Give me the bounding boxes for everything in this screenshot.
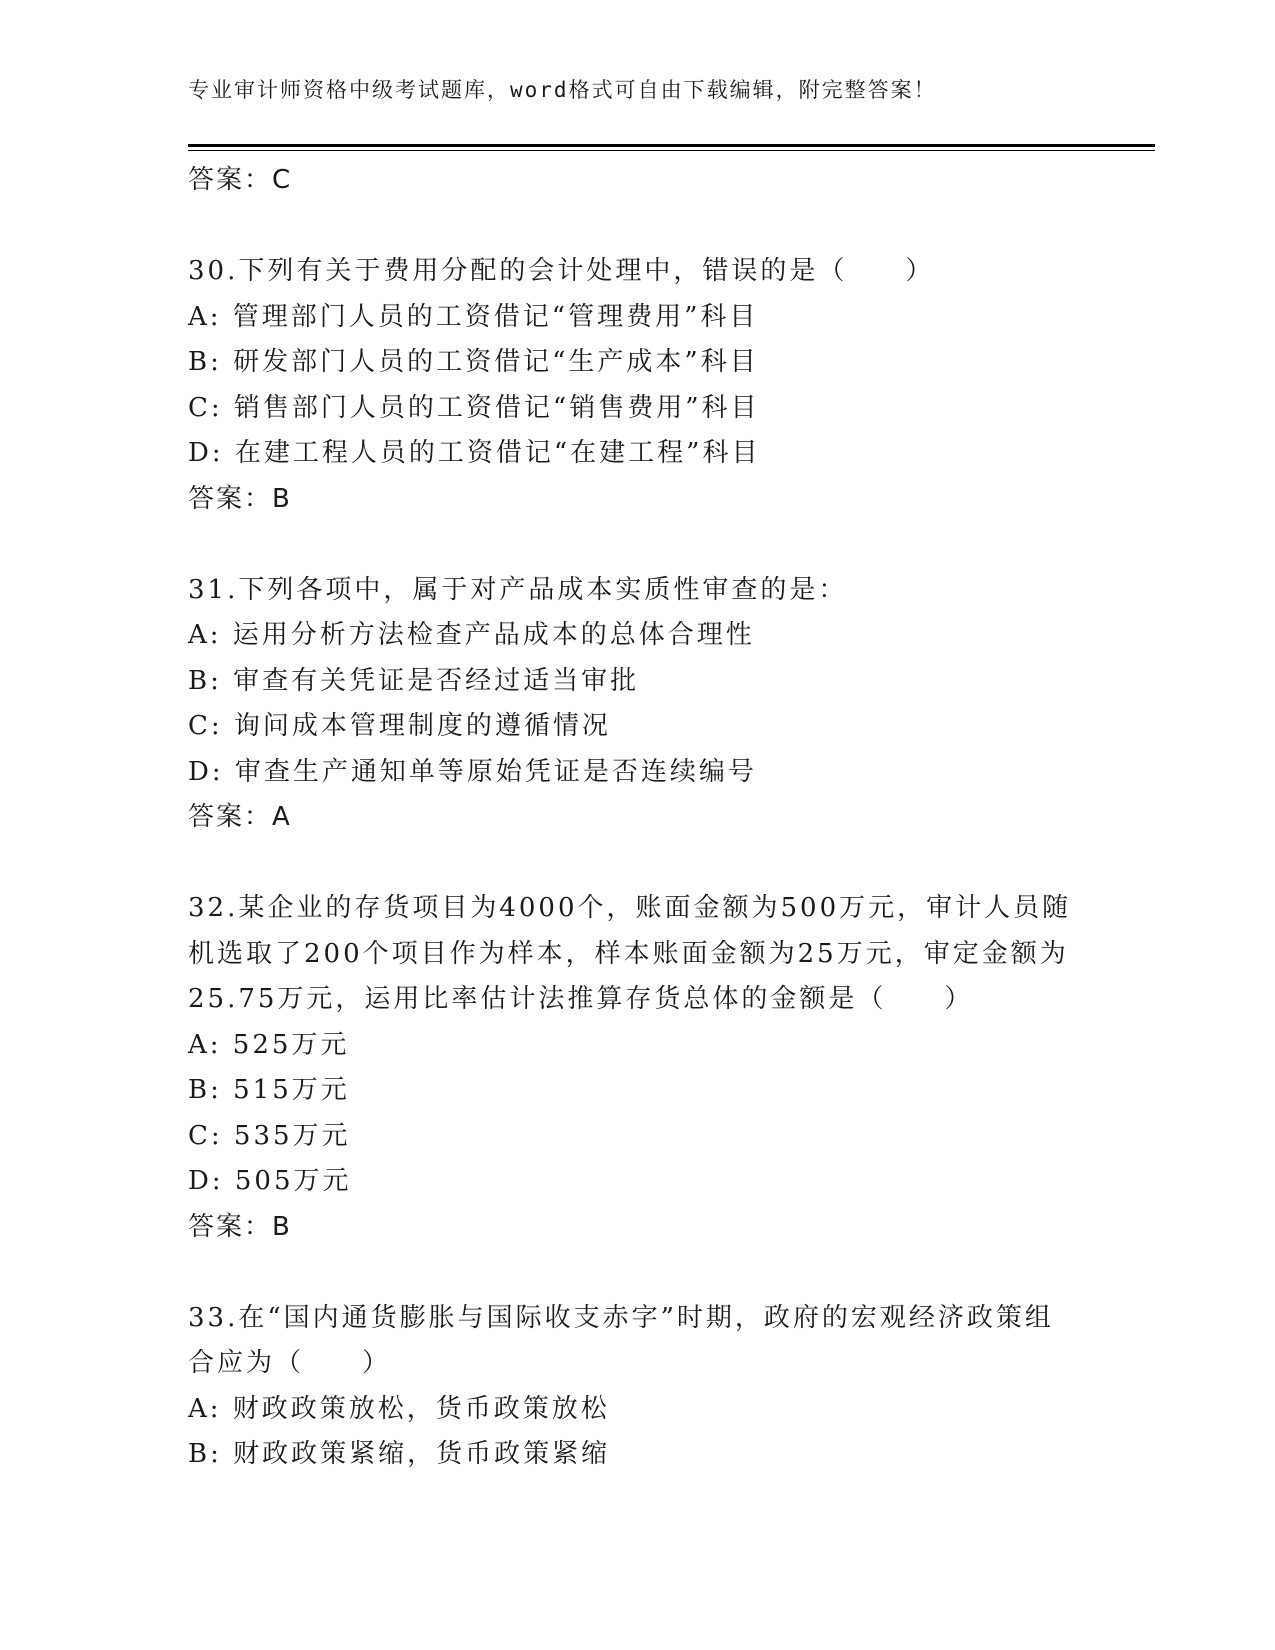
question-33 xyxy=(188,1296,1088,1478)
question-30 xyxy=(188,249,1088,522)
question-stem-line: 合应为（ ） xyxy=(188,1348,392,1378)
answer-prev: 答案：C xyxy=(188,165,293,195)
option-b: B: 财政政策紧缩，货币政策紧缩 xyxy=(188,1439,611,1469)
header-rule-thin xyxy=(188,150,1155,151)
option-b: B: 515万元 xyxy=(188,1075,350,1105)
option-a: A: 525万元 xyxy=(188,1029,350,1060)
question-stem-line: 32.某企业的存货项目为4000个，账面金额为500万元，审计人员随 xyxy=(188,893,1072,923)
question-31 xyxy=(188,568,1088,841)
header-note: 专业审计师资格中级考试题库，word格式可自由下载编辑，附完整答案！ xyxy=(188,78,937,102)
option-a: A: 运用分析方法检查产品成本的总体合理性 xyxy=(188,620,755,650)
option-a: A: 财政政策放松，货币政策放松 xyxy=(188,1393,610,1424)
option-a: A: 管理部门人员的工资借记“管理费用”科目 xyxy=(188,301,759,332)
question-stem-line: 25.75万元，运用比率估计法推算存货总体的金额是（ ） xyxy=(188,984,974,1014)
answer: 答案：B xyxy=(188,1211,292,1242)
option-c: C: 询问成本管理制度的遵循情况 xyxy=(188,711,611,741)
question-list xyxy=(188,158,1088,1478)
option-c: C: 销售部门人员的工资借记“销售费用”科目 xyxy=(188,392,760,423)
question-stem-line: 机选取了200个项目作为样本，样本账面金额为25万元，审定金额为 xyxy=(188,938,1069,969)
question-stem: 31.下列各项中，属于对产品成本实质性审查的是： xyxy=(188,574,848,605)
answer: 答案：A xyxy=(188,802,292,832)
question-stem: 30.下列有关于费用分配的会计处理中，错误的是（ ） xyxy=(188,256,935,286)
option-b: B: 研发部门人员的工资借记“生产成本”科目 xyxy=(188,347,759,377)
option-d: D: 审查生产通知单等原始凭证是否连续编号 xyxy=(188,756,757,787)
question-32 xyxy=(188,886,1088,1250)
option-d: D: 505万元 xyxy=(188,1166,352,1196)
header-rule-thick xyxy=(188,144,1155,147)
option-c: C: 535万元 xyxy=(188,1120,351,1151)
answer: 答案：B xyxy=(188,483,292,514)
option-d: D: 在建工程人员的工资借记“在建工程”科目 xyxy=(188,438,761,468)
question-stem-line: 33.在“国内通货膨胀与国际收支赤字”时期，政府的宏观经济政策组 xyxy=(188,1302,1054,1333)
option-b: B: 审查有关凭证是否经过适当审批 xyxy=(188,665,640,696)
